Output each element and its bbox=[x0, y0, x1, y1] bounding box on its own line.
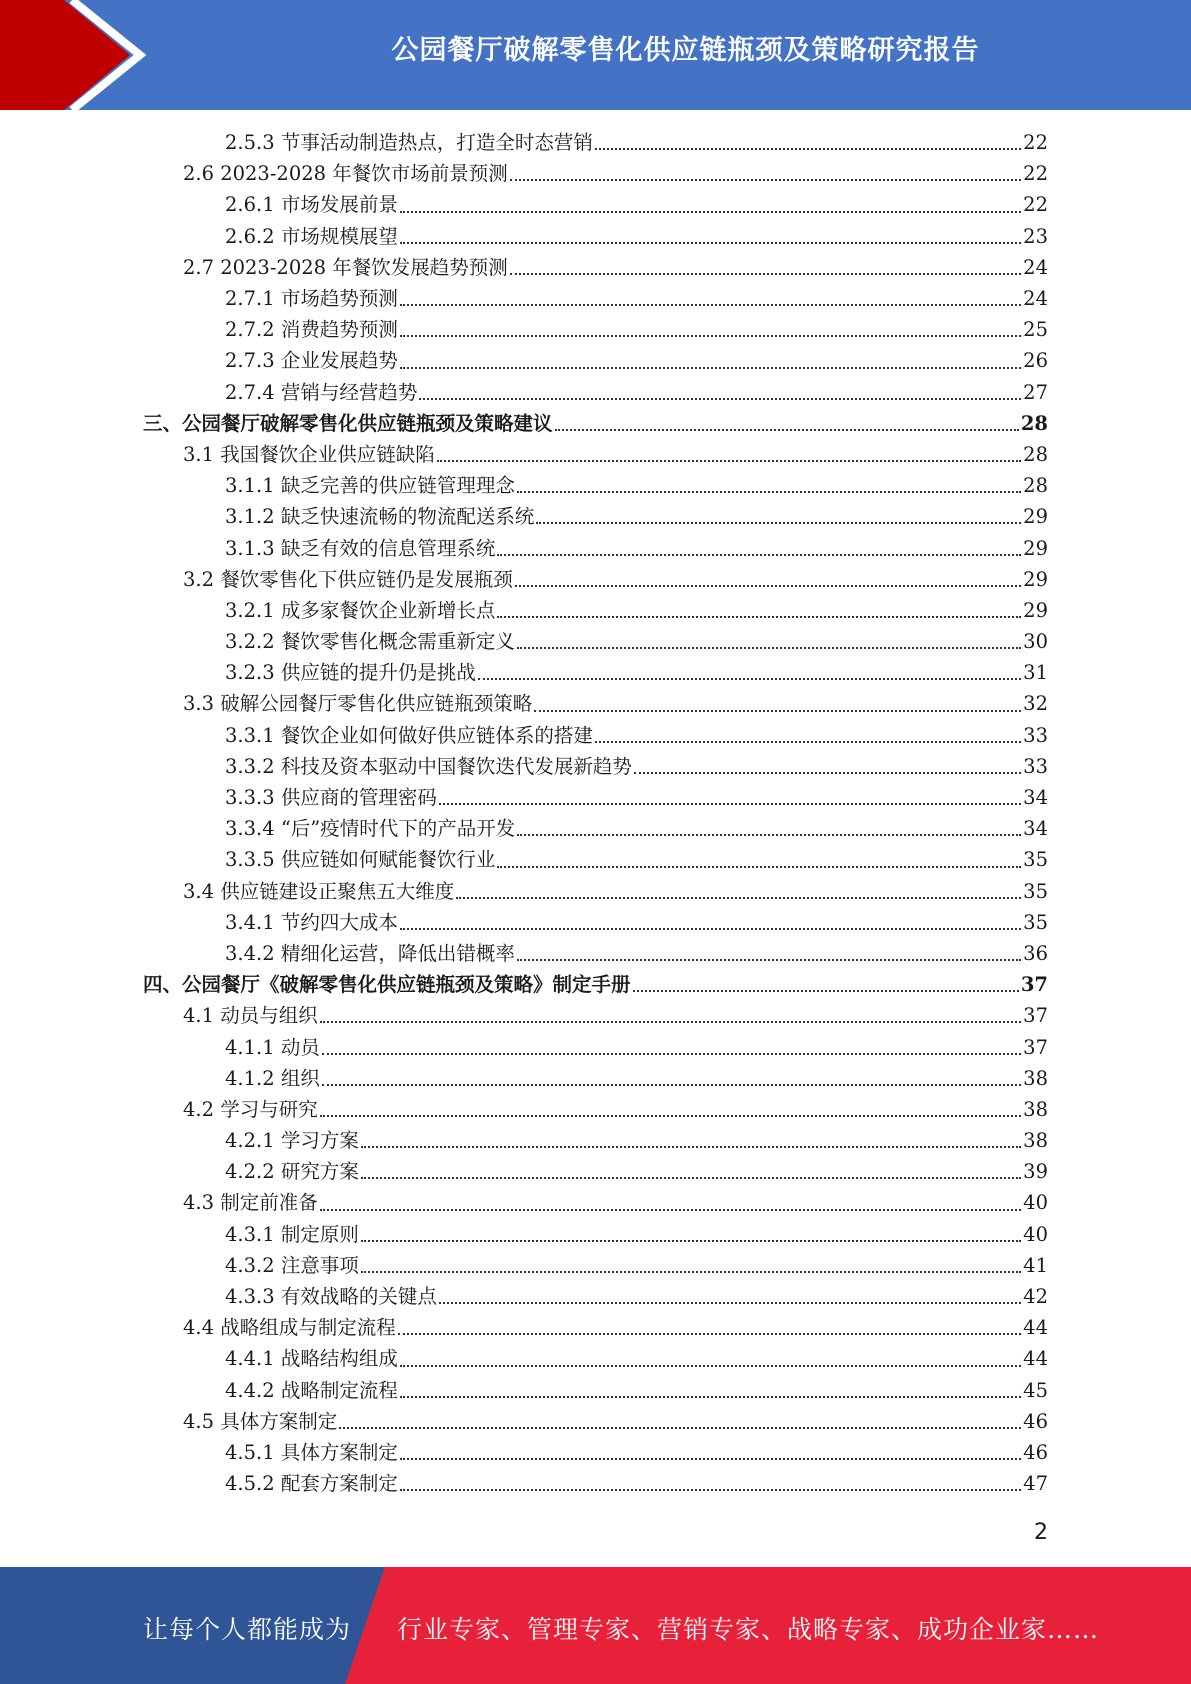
toc-entry-label: 3.3 破解公园餐厅零售化供应链瓶颈策略 bbox=[183, 692, 533, 716]
toc-dot-leader bbox=[322, 1052, 1021, 1055]
toc-entry-page: 29 bbox=[1023, 505, 1048, 529]
toc-dot-leader bbox=[400, 334, 1021, 337]
toc-entry-page: 41 bbox=[1023, 1253, 1048, 1277]
toc-entry-label: 3.3.3 供应商的管理密码 bbox=[225, 786, 437, 810]
toc-entry-label: 4.5.2 配套方案制定 bbox=[225, 1472, 398, 1496]
toc-entry-label: 4.3.2 注意事项 bbox=[225, 1253, 359, 1277]
toc-entry-label: 2.7 2023-2028 年餐饮发展趋势预测 bbox=[183, 255, 508, 279]
toc-entry-page: 36 bbox=[1023, 941, 1048, 965]
toc-dot-leader bbox=[361, 1270, 1021, 1273]
toc-entry-page: 29 bbox=[1023, 536, 1048, 560]
toc-entry-label: 4.4 战略组成与制定流程 bbox=[183, 1316, 396, 1340]
toc-entry-page: 35 bbox=[1023, 879, 1048, 903]
toc-entry-label: 3.1.1 缺乏完善的供应链管理理念 bbox=[225, 474, 515, 498]
toc-entry-page: 32 bbox=[1023, 692, 1048, 716]
toc-entry-page: 26 bbox=[1023, 349, 1048, 373]
toc-entry-page: 42 bbox=[1023, 1285, 1048, 1309]
toc-entry[interactable] bbox=[0, 876, 1048, 907]
toc-dot-leader bbox=[515, 584, 1021, 587]
toc-entry-page: 37 bbox=[1020, 973, 1048, 997]
toc-entry-page: 28 bbox=[1023, 474, 1048, 498]
toc-dot-leader bbox=[361, 1145, 1021, 1148]
toc-dot-leader bbox=[439, 1301, 1021, 1304]
toc-dot-leader bbox=[400, 1395, 1021, 1398]
toc-dot-leader bbox=[320, 1208, 1021, 1211]
toc-dot-leader bbox=[400, 1364, 1021, 1367]
toc-dot-leader bbox=[517, 490, 1021, 493]
toc-entry[interactable] bbox=[0, 377, 1048, 408]
toc-entry[interactable] bbox=[0, 221, 1048, 252]
toc-dot-leader bbox=[517, 833, 1021, 836]
toc-dot-leader bbox=[400, 1457, 1021, 1460]
toc-entry-page: 37 bbox=[1023, 1004, 1048, 1028]
toc-entry[interactable] bbox=[0, 127, 1048, 158]
toc-entry-page: 22 bbox=[1023, 131, 1048, 155]
toc-entry[interactable] bbox=[0, 1000, 1048, 1031]
toc-dot-leader bbox=[400, 241, 1021, 244]
toc-entry[interactable] bbox=[0, 1437, 1048, 1468]
toc-entry[interactable] bbox=[0, 1375, 1048, 1406]
toc-entry[interactable] bbox=[0, 564, 1048, 595]
toc-dot-leader bbox=[419, 397, 1021, 400]
toc-entry[interactable] bbox=[0, 1125, 1048, 1156]
toc-dot-leader bbox=[439, 802, 1021, 805]
report-header bbox=[0, 0, 1191, 110]
toc-dot-leader bbox=[478, 677, 1021, 680]
toc-entry[interactable] bbox=[0, 1406, 1048, 1437]
toc-dot-leader bbox=[595, 740, 1021, 743]
toc-entry-label: 4.4.2 战略制定流程 bbox=[225, 1378, 398, 1402]
toc-entry[interactable] bbox=[0, 439, 1048, 470]
toc-entry-label: 3.1 我国餐饮企业供应链缺陷 bbox=[183, 442, 435, 466]
toc-entry-label: 2.6 2023-2028 年餐饮市场前景预测 bbox=[183, 162, 508, 186]
toc-dot-leader bbox=[361, 1239, 1021, 1242]
footer-banner bbox=[0, 1567, 1191, 1684]
toc-dot-leader bbox=[517, 646, 1021, 649]
toc-entry-label: 2.7.1 市场趋势预测 bbox=[225, 287, 398, 311]
toc-entry[interactable] bbox=[0, 189, 1048, 220]
toc-dot-leader bbox=[534, 709, 1021, 712]
toc-dot-leader bbox=[320, 1114, 1021, 1117]
toc-entry[interactable] bbox=[0, 938, 1048, 969]
toc-entry-page: 29 bbox=[1023, 567, 1048, 591]
toc-dot-leader bbox=[400, 366, 1021, 369]
toc-entry-page: 27 bbox=[1023, 380, 1048, 404]
toc-entry-page: 23 bbox=[1023, 224, 1048, 248]
toc-dot-leader bbox=[322, 1083, 1021, 1086]
toc-entry[interactable] bbox=[0, 283, 1048, 314]
toc-entry[interactable] bbox=[0, 1312, 1048, 1343]
toc-entry[interactable] bbox=[0, 657, 1048, 688]
toc-entry[interactable] bbox=[0, 1343, 1048, 1374]
toc-entry[interactable] bbox=[0, 1187, 1048, 1218]
toc-dot-leader bbox=[400, 927, 1021, 930]
toc-entry[interactable] bbox=[0, 751, 1048, 782]
toc-dot-leader bbox=[634, 771, 1021, 774]
toc-entry-label: 3.3.5 供应链如何赋能餐饮行业 bbox=[225, 848, 496, 872]
toc-dot-leader bbox=[398, 1332, 1021, 1335]
toc-entry-label: 4.1.2 组织 bbox=[225, 1066, 320, 1090]
toc-dot-leader bbox=[320, 1020, 1021, 1023]
toc-entry[interactable] bbox=[0, 720, 1048, 751]
toc-entry-label: 4.3.1 制定原则 bbox=[225, 1222, 359, 1246]
toc-entry-page: 24 bbox=[1023, 255, 1048, 279]
toc-entry[interactable] bbox=[0, 844, 1048, 875]
toc-entry[interactable] bbox=[0, 813, 1048, 844]
toc-entry-label: 3.2.3 供应链的提升仍是挑战 bbox=[225, 661, 476, 685]
toc-entry-label: 4.2.1 学习方案 bbox=[225, 1129, 359, 1153]
page-number: 2 bbox=[1034, 1520, 1048, 1545]
toc-entry-label: 4.3.3 有效战略的关键点 bbox=[225, 1285, 437, 1309]
toc-entry-page: 47 bbox=[1023, 1472, 1048, 1496]
toc-entry[interactable] bbox=[0, 408, 1048, 439]
toc-entry[interactable] bbox=[0, 470, 1048, 501]
toc-entry-page: 34 bbox=[1023, 817, 1048, 841]
toc-entry-page: 46 bbox=[1023, 1409, 1048, 1433]
toc-entry-label: 3.4.1 节约四大成本 bbox=[225, 910, 398, 934]
toc-entry-label: 2.7.3 企业发展趋势 bbox=[225, 349, 398, 373]
toc-entry-label: 4.1 动员与组织 bbox=[183, 1004, 318, 1028]
toc-dot-leader bbox=[633, 989, 1019, 992]
toc-entry-label: 4.3 制定前准备 bbox=[183, 1191, 318, 1215]
toc-entry-label: 2.7.4 营销与经营趋势 bbox=[225, 380, 418, 404]
toc-entry-page: 29 bbox=[1023, 598, 1048, 622]
toc-entry-page: 44 bbox=[1023, 1316, 1048, 1340]
toc-entry-label: 4.5.1 具体方案制定 bbox=[225, 1440, 398, 1464]
toc-entry-page: 33 bbox=[1023, 754, 1048, 778]
toc-entry-page: 39 bbox=[1023, 1160, 1048, 1184]
toc-entry-page: 30 bbox=[1023, 630, 1048, 654]
toc-entry-label: 3.1.2 缺乏快速流畅的物流配送系统 bbox=[225, 505, 535, 529]
toc-dot-leader bbox=[497, 865, 1021, 868]
toc-entry-label: 2.6.2 市场规模展望 bbox=[225, 224, 398, 248]
toc-entry-page: 38 bbox=[1023, 1129, 1048, 1153]
toc-entry[interactable] bbox=[0, 1094, 1048, 1125]
toc-entry[interactable] bbox=[0, 252, 1048, 283]
toc-entry-label: 2.6.1 市场发展前景 bbox=[225, 193, 398, 217]
toc-dot-leader bbox=[555, 428, 1019, 431]
toc-entry-page: 37 bbox=[1023, 1035, 1048, 1059]
toc-entry-label: 4.1.1 动员 bbox=[225, 1035, 320, 1059]
toc-entry-page: 46 bbox=[1023, 1440, 1048, 1464]
toc-dot-leader bbox=[497, 615, 1021, 618]
toc-entry[interactable] bbox=[0, 345, 1048, 376]
toc-entry-label: 3.2.2 餐饮零售化概念需重新定义 bbox=[225, 630, 515, 654]
toc-entry[interactable] bbox=[0, 595, 1048, 626]
toc-entry[interactable] bbox=[0, 1156, 1048, 1187]
toc-dot-leader bbox=[510, 178, 1021, 181]
footer-slogan-right: 行业专家、管理专家、营销专家、战略专家、成功企业家…… bbox=[397, 1615, 1100, 1644]
toc-entry-page: 44 bbox=[1023, 1347, 1048, 1371]
toc-entry-label: 3.3.4 “后”疫情时代下的产品开发 bbox=[225, 817, 516, 841]
toc-entry-page: 34 bbox=[1023, 786, 1048, 810]
toc-entry-page: 40 bbox=[1023, 1222, 1048, 1246]
toc-entry-page: 38 bbox=[1023, 1097, 1048, 1121]
toc-entry[interactable] bbox=[0, 1250, 1048, 1281]
toc-entry-label: 2.5.3 节事活动制造热点，打造全时态营销 bbox=[225, 131, 593, 155]
toc-dot-leader bbox=[400, 303, 1021, 306]
toc-entry[interactable] bbox=[0, 314, 1048, 345]
toc-entry-page: 40 bbox=[1023, 1191, 1048, 1215]
toc-entry-label: 3.4 供应链建设正聚焦五大维度 bbox=[183, 879, 455, 903]
toc-entry-page: 28 bbox=[1020, 411, 1048, 435]
toc-entry[interactable] bbox=[0, 158, 1048, 189]
toc-entry-label: 3.2 餐饮零售化下供应链仍是发展瓶颈 bbox=[183, 567, 513, 591]
toc-dot-leader bbox=[595, 147, 1021, 150]
toc-entry[interactable] bbox=[0, 1219, 1048, 1250]
toc-entry[interactable] bbox=[0, 1281, 1048, 1312]
toc-entry-label: 4.5 具体方案制定 bbox=[183, 1409, 338, 1433]
toc-dot-leader bbox=[510, 272, 1021, 275]
toc-entry-label: 2.7.2 消费趋势预测 bbox=[225, 318, 398, 342]
toc-entry-label: 3.2.1 成多家餐饮企业新增长点 bbox=[225, 598, 496, 622]
toc-entry-label: 3.1.3 缺乏有效的信息管理系统 bbox=[225, 536, 496, 560]
header-arrow-icon bbox=[0, 0, 160, 110]
toc-dot-leader bbox=[361, 1176, 1021, 1179]
toc-entry-page: 22 bbox=[1023, 162, 1048, 186]
report-title: 公园餐厅破解零售化供应链瓶颈及策略研究报告 bbox=[391, 35, 980, 66]
toc-entry-page: 28 bbox=[1023, 442, 1048, 466]
toc-entry-label: 4.2.2 研究方案 bbox=[225, 1160, 359, 1184]
toc-entry-label: 4.2 学习与研究 bbox=[183, 1097, 318, 1121]
toc-entry-label: 3.3.1 餐饮企业如何做好供应链体系的搭建 bbox=[225, 723, 593, 747]
toc-entry-page: 38 bbox=[1023, 1066, 1048, 1090]
toc-entry-label: 4.4.1 战略结构组成 bbox=[225, 1347, 398, 1371]
table-of-contents bbox=[0, 127, 1191, 1499]
toc-entry[interactable] bbox=[0, 1468, 1048, 1499]
toc-dot-leader bbox=[339, 1426, 1021, 1429]
toc-entry[interactable] bbox=[0, 1031, 1048, 1062]
toc-entry-page: 33 bbox=[1023, 723, 1048, 747]
toc-dot-leader bbox=[400, 210, 1021, 213]
toc-entry-page: 25 bbox=[1023, 318, 1048, 342]
toc-entry-page: 31 bbox=[1023, 661, 1048, 685]
toc-entry-label: 三、公园餐厅破解零售化供应链瓶颈及策略建议 bbox=[143, 411, 553, 435]
toc-entry[interactable] bbox=[0, 1063, 1048, 1094]
toc-entry-page: 35 bbox=[1023, 910, 1048, 934]
toc-entry-label: 3.4.2 精细化运营，降低出错概率 bbox=[225, 941, 515, 965]
toc-dot-leader bbox=[456, 896, 1021, 899]
toc-dot-leader bbox=[437, 459, 1021, 462]
toc-entry-page: 45 bbox=[1023, 1378, 1048, 1402]
toc-entry-label: 3.3.2 科技及资本驱动中国餐饮迭代发展新趋势 bbox=[225, 754, 632, 778]
toc-entry-label: 四、公园餐厅《破解零售化供应链瓶颈及策略》制定手册 bbox=[143, 973, 631, 997]
toc-entry[interactable] bbox=[0, 782, 1048, 813]
toc-entry[interactable] bbox=[0, 688, 1048, 719]
toc-dot-leader bbox=[536, 521, 1021, 524]
toc-entry[interactable] bbox=[0, 501, 1048, 532]
toc-entry-page: 22 bbox=[1023, 193, 1048, 217]
toc-dot-leader bbox=[497, 553, 1021, 556]
toc-dot-leader bbox=[400, 1488, 1021, 1491]
toc-entry[interactable] bbox=[0, 907, 1048, 938]
toc-entry[interactable] bbox=[0, 969, 1048, 1000]
footer-slogan-left: 让每个人都能成为 bbox=[143, 1615, 352, 1644]
toc-entry[interactable] bbox=[0, 532, 1048, 563]
toc-dot-leader bbox=[517, 958, 1021, 961]
toc-entry-page: 35 bbox=[1023, 848, 1048, 872]
toc-entry-page: 24 bbox=[1023, 287, 1048, 311]
toc-entry[interactable] bbox=[0, 626, 1048, 657]
